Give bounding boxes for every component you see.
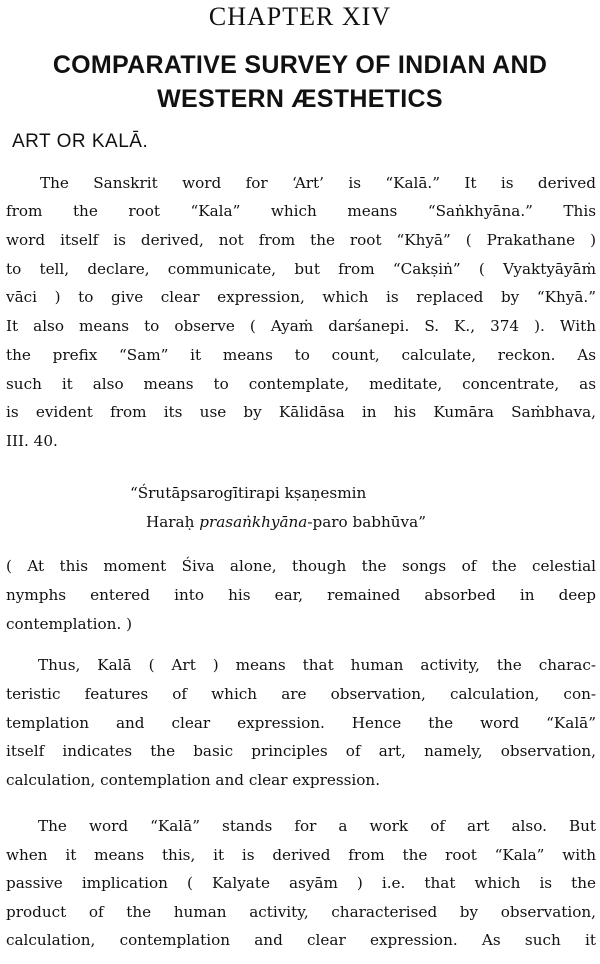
quote-italic-term: prasaṅkhyāna — [199, 513, 308, 531]
translation-line-3: contemplation. ) — [6, 615, 133, 633]
para3-line-3: passive implication ( Kalyate asyām ) i.e. that which is the — [6, 874, 596, 892]
para3-line-5: calculation, contemplation and clear expression. As such it — [6, 931, 596, 949]
para1-line-9: is evident from its use by Kālidāsa in his Kumāra Saṁbhava, — [6, 403, 596, 421]
para1-line-1: The Sanskrit word for ‘Art’ is “Kalā.” It is derived — [40, 174, 596, 192]
chapter-label: CHAPTER XIV — [208, 2, 392, 31]
para1-line-7: the prefix “Sam” it means to count, calculate, reckon. As — [6, 346, 596, 364]
para3-line-2: when it means this, it is derived from the root “Kala” with — [6, 846, 596, 864]
translation-line-1: ( At this moment Śiva alone, though the songs of the celestial — [6, 557, 596, 575]
para2-line-3: templation and clear expression. Hence the word “Kalā” — [6, 714, 596, 732]
para1-line-2: from the root “Kala” which means “Saṅkhyāna.” This — [6, 202, 596, 220]
quote-line-1: “Śrutāpsarogītirapi kṣaṇesmin — [130, 484, 367, 502]
chapter-title-line-1: COMPARATIVE SURVEY OF INDIAN AND — [52, 51, 548, 79]
para1-line-10: III. 40. — [6, 432, 58, 450]
quote-line-2: Haraḥ prasaṅkhyāna-paro babhūva” — [146, 513, 426, 531]
para3-line-1: The word “Kalā” stands for a work of art also. But — [38, 817, 596, 835]
para3-line-4: product of the human activity, characterised by observation, — [6, 903, 596, 921]
para2-line-1: Thus, Kalā ( Art ) means that human activity, the charac- — [38, 656, 596, 674]
para2-line-2: teristic features of which are observation, calculation, con- — [6, 685, 596, 703]
chapter-title-line-2: WESTERN ÆSTHETICS — [157, 85, 443, 113]
translation-line-2: nymphs entered into his ear, remained absorbed in deep — [6, 586, 596, 604]
para1-line-4: to tell, declare, communicate, but from “Cakṣiṅ” ( Vyaktyāyāṁ — [6, 260, 596, 278]
section-heading: ART OR KALĀ. — [12, 131, 149, 152]
para1-line-8: such it also means to contemplate, meditate, concentrate, as — [6, 375, 596, 393]
para1-line-5: vāci ) to give clear expression, which is replaced by “Khyā.” — [6, 288, 596, 306]
para1-line-6: It also means to observe ( Ayaṁ darśanepi. S. K., 374 ). With — [6, 317, 596, 335]
para1-line-3: word itself is derived, not from the root “Khyā” ( Prakathane ) — [6, 231, 596, 249]
para2-line-5: calculation, contemplation and clear expression. — [6, 771, 381, 789]
para2-line-4: itself indicates the basic principles of art, namely, observation, — [6, 742, 596, 760]
